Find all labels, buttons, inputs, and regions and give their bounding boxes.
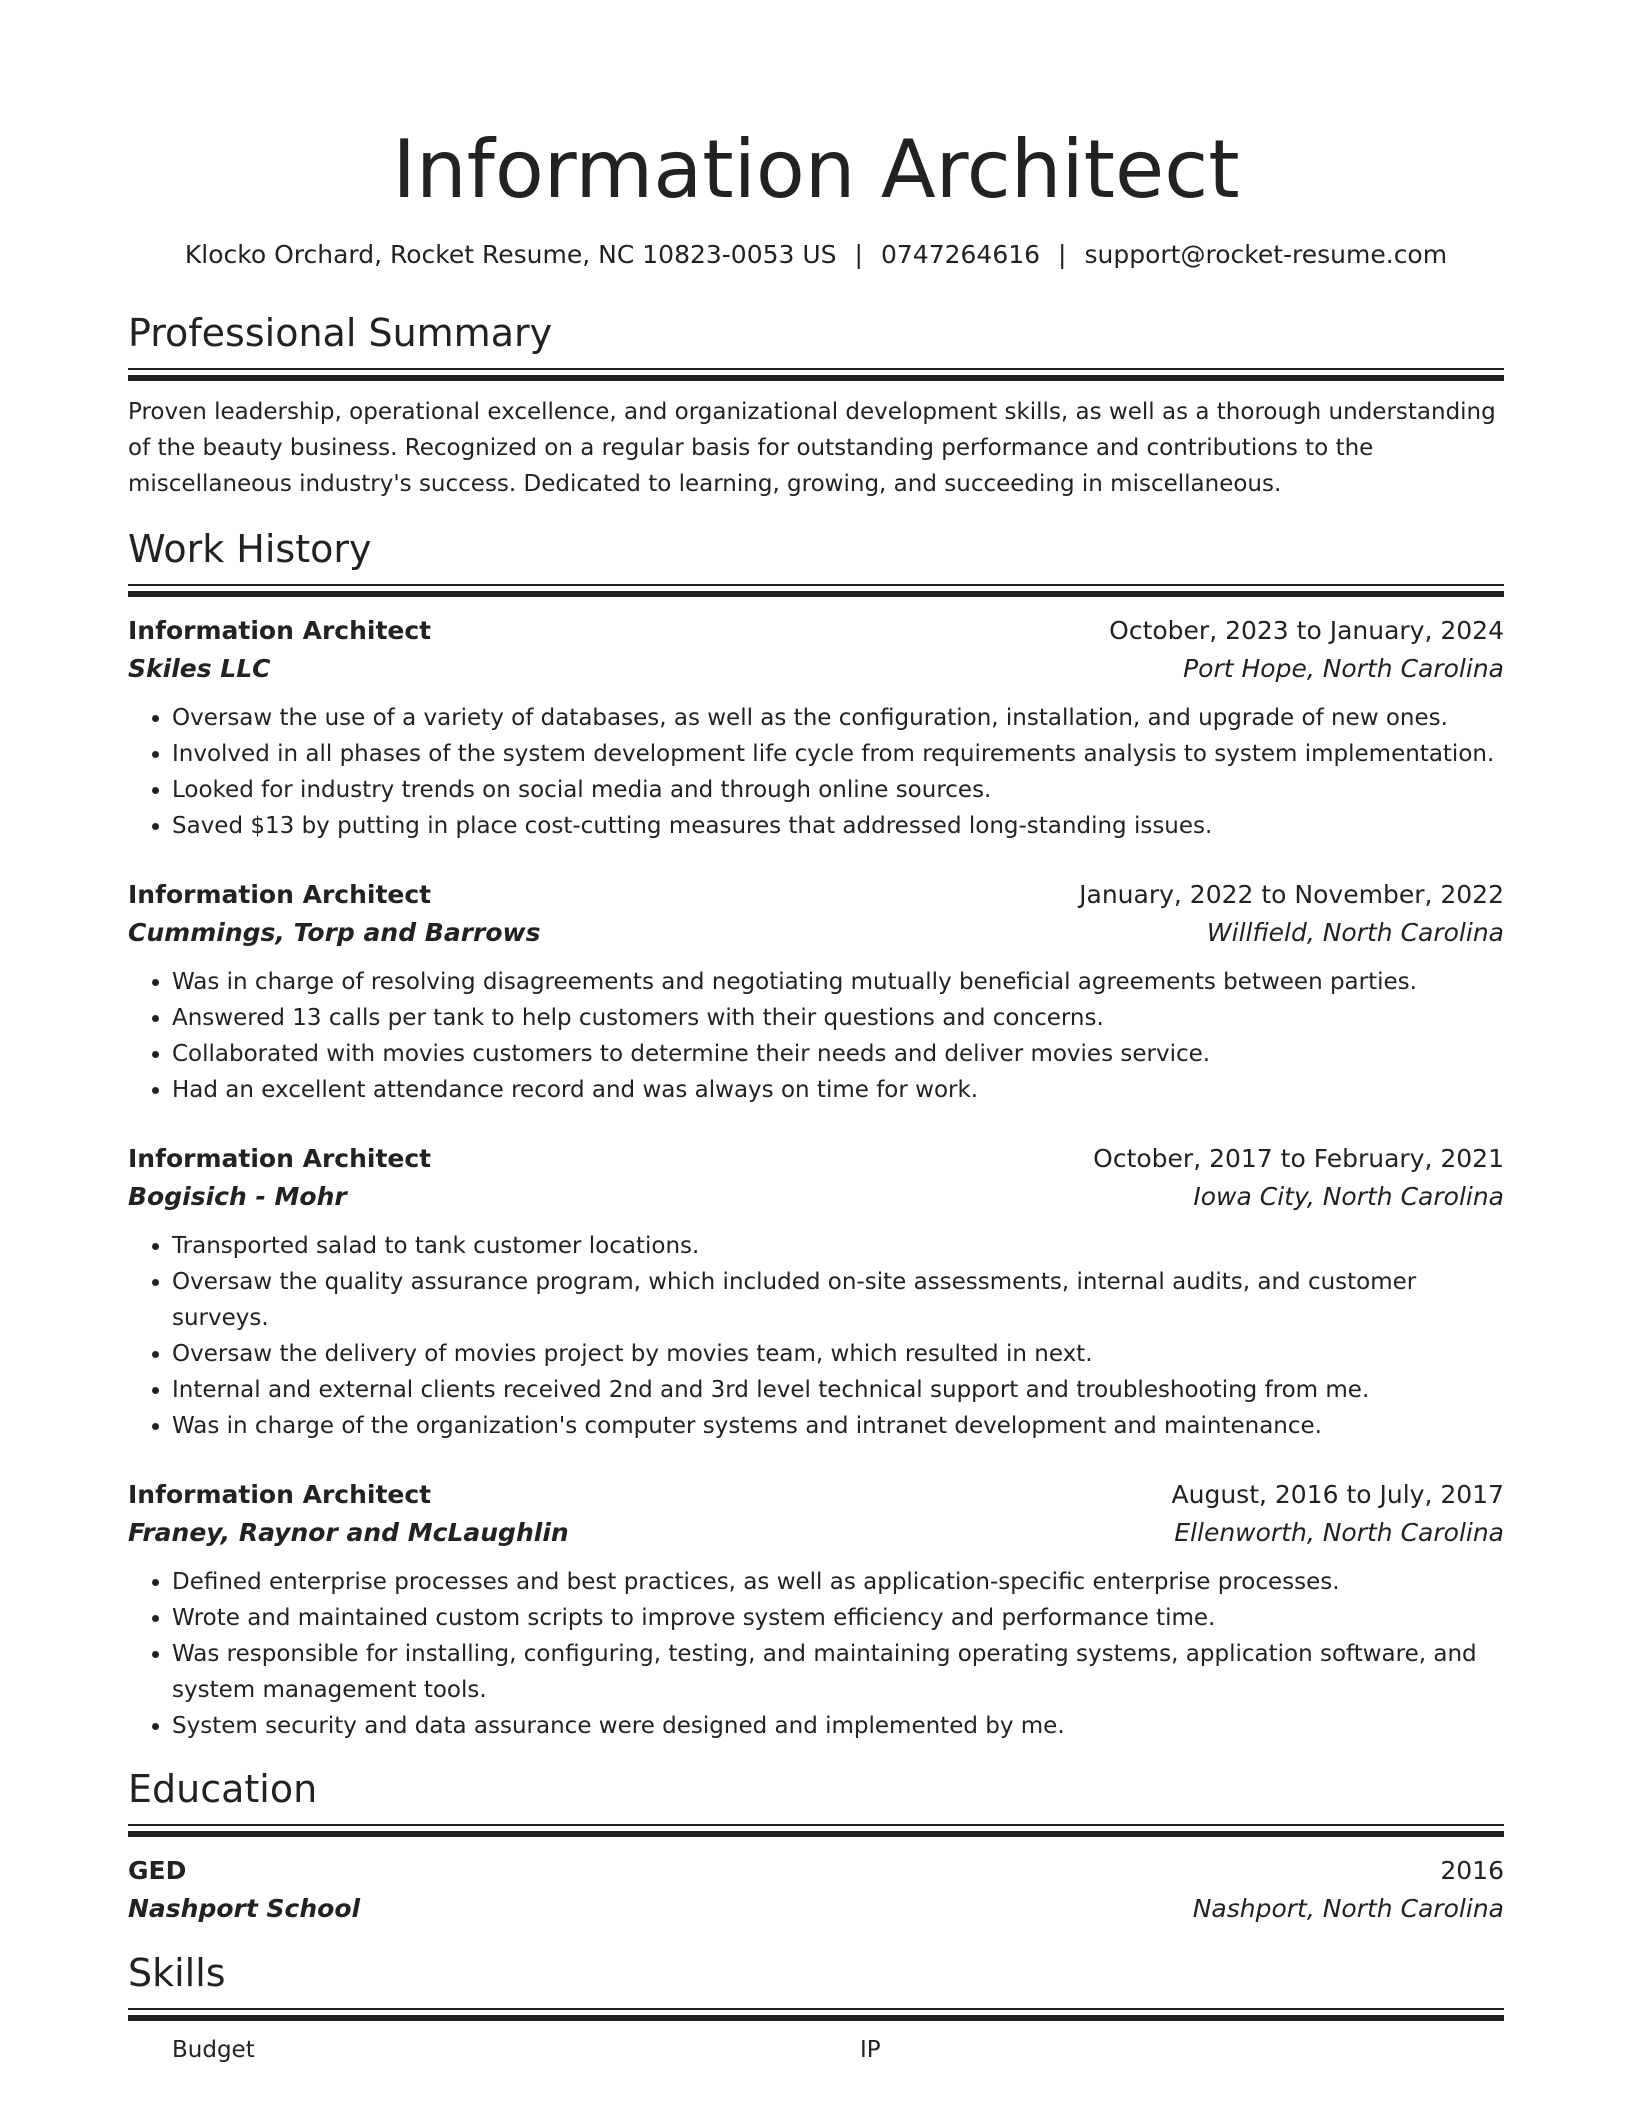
summary-text: Proven leadership, operational excellence, and organizational development skills, as well as a thorough understanding of the beauty business. Recognized on a regular basis for outstanding performance and contributions to the miscellaneous industry's success. Dedicated to learning, growing, and succeeding in miscellaneous. — [128, 399, 1496, 497]
list-item: • Internal and external clients received 2nd and 3rd level technical support and troubleshooting from me. — [172, 1372, 1504, 1408]
job-bullets — [128, 1564, 1504, 1744]
list-item: • Was in charge of the organization's computer systems and intranet development and maintenance. — [172, 1408, 1504, 1444]
job-location: Port Hope, North Carolina — [1183, 654, 1504, 683]
resume-page — [128, 0, 1504, 2068]
job-bullets — [128, 964, 1504, 1108]
section-divider — [128, 2008, 1504, 2020]
summary-section — [128, 310, 1504, 502]
job-company: Skiles LLC — [128, 654, 271, 683]
section-divider — [128, 1824, 1504, 1836]
list-item: • System security and data assurance were designed and implemented by me. — [172, 1708, 1504, 1744]
education-year: 2016 — [1440, 1856, 1504, 1885]
list-item: • Oversaw the use of a variety of databases, as well as the configuration, installation, and upgrade of new ones. — [172, 700, 1504, 736]
education-degree: GED — [128, 1856, 187, 1885]
section-divider — [128, 584, 1504, 596]
job-title: Information Architect — [128, 1480, 432, 1509]
list-item: • Oversaw the delivery of movies project by movies team, which resulted in next. — [172, 1336, 1504, 1372]
job-bullets — [128, 1228, 1504, 1444]
contact-separator: | — [1058, 240, 1067, 269]
education-school: Nashport School — [128, 1894, 361, 1923]
job-entry — [128, 1140, 1504, 1444]
list-item: • Involved in all phases of the system development life cycle from requirements analysis to system implementation. — [172, 736, 1504, 772]
contact-line — [128, 238, 1504, 272]
job-bullets — [128, 700, 1504, 844]
job-dates: January, 2022 to November, 2022 — [1079, 880, 1504, 909]
list-item: • Was responsible for installing, configuring, testing, and maintaining operating systems, application software, and system management tools. — [172, 1636, 1504, 1708]
job-location: Ellenworth, North Carolina — [1174, 1518, 1504, 1547]
summary-heading: Professional Summary — [128, 311, 553, 355]
job-title: Information Architect — [128, 616, 432, 645]
job-entry — [128, 1476, 1504, 1744]
job-location: Iowa City, North Carolina — [1193, 1182, 1504, 1211]
list-item: • Defined enterprise processes and best practices, as well as application-specific enterprise processes. — [172, 1564, 1504, 1600]
contact-address: Klocko Orchard, Rocket Resume, NC 10823-0053 US — [184, 240, 837, 269]
job-title: Information Architect — [128, 1144, 432, 1173]
job-company: Franey, Raynor and McLaughlin — [128, 1518, 569, 1547]
list-item: • Saved $13 by putting in place cost-cutting measures that addressed long-standing issues. — [172, 808, 1504, 844]
job-dates: August, 2016 to July, 2017 — [1171, 1480, 1504, 1509]
section-divider — [128, 368, 1504, 380]
work-heading: Work History — [128, 527, 372, 571]
list-item: • Collaborated with movies customers to determine their needs and deliver movies service. — [172, 1036, 1504, 1072]
education-section — [128, 1766, 1504, 1928]
job-title: Information Architect — [128, 880, 432, 909]
skills-section — [128, 1950, 1504, 2068]
job-entry — [128, 876, 1504, 1108]
skill-item: IP — [860, 2037, 881, 2063]
job-dates: October, 2017 to February, 2021 — [1093, 1144, 1504, 1173]
education-location: Nashport, North Carolina — [1192, 1894, 1504, 1923]
skills-heading: Skills — [128, 1951, 226, 1995]
contact-separator: | — [854, 240, 863, 269]
education-heading: Education — [128, 1767, 318, 1811]
list-item: • Wrote and maintained custom scripts to improve system efficiency and performance time. — [172, 1600, 1504, 1636]
list-item: • Transported salad to tank customer locations. — [172, 1228, 1504, 1264]
job-location: Willfield, North Carolina — [1206, 918, 1504, 947]
list-item: • Looked for industry trends on social media and through online sources. — [172, 772, 1504, 808]
list-item: • Oversaw the quality assurance program, which included on-site assessments, internal audits, and customer surveys. — [172, 1264, 1504, 1336]
list-item: • Was in charge of resolving disagreements and negotiating mutually beneficial agreements between parties. — [172, 964, 1504, 1000]
work-section — [128, 526, 1504, 1744]
job-company: Cummings, Torp and Barrows — [128, 918, 541, 947]
contact-phone: 0747264616 — [880, 240, 1041, 269]
list-item: • Answered 13 calls per tank to help customers with their questions and concerns. — [172, 1000, 1504, 1036]
skill-item: Budget — [172, 2037, 255, 2063]
contact-email: support@rocket-resume.com — [1084, 240, 1448, 269]
list-item: • Had an excellent attendance record and was always on time for work. — [172, 1072, 1504, 1108]
job-dates: October, 2023 to January, 2024 — [1109, 616, 1504, 645]
job-company: Bogisich - Mohr — [128, 1182, 347, 1211]
job-entry — [128, 612, 1504, 844]
resume-name: Information Architect — [392, 123, 1240, 216]
